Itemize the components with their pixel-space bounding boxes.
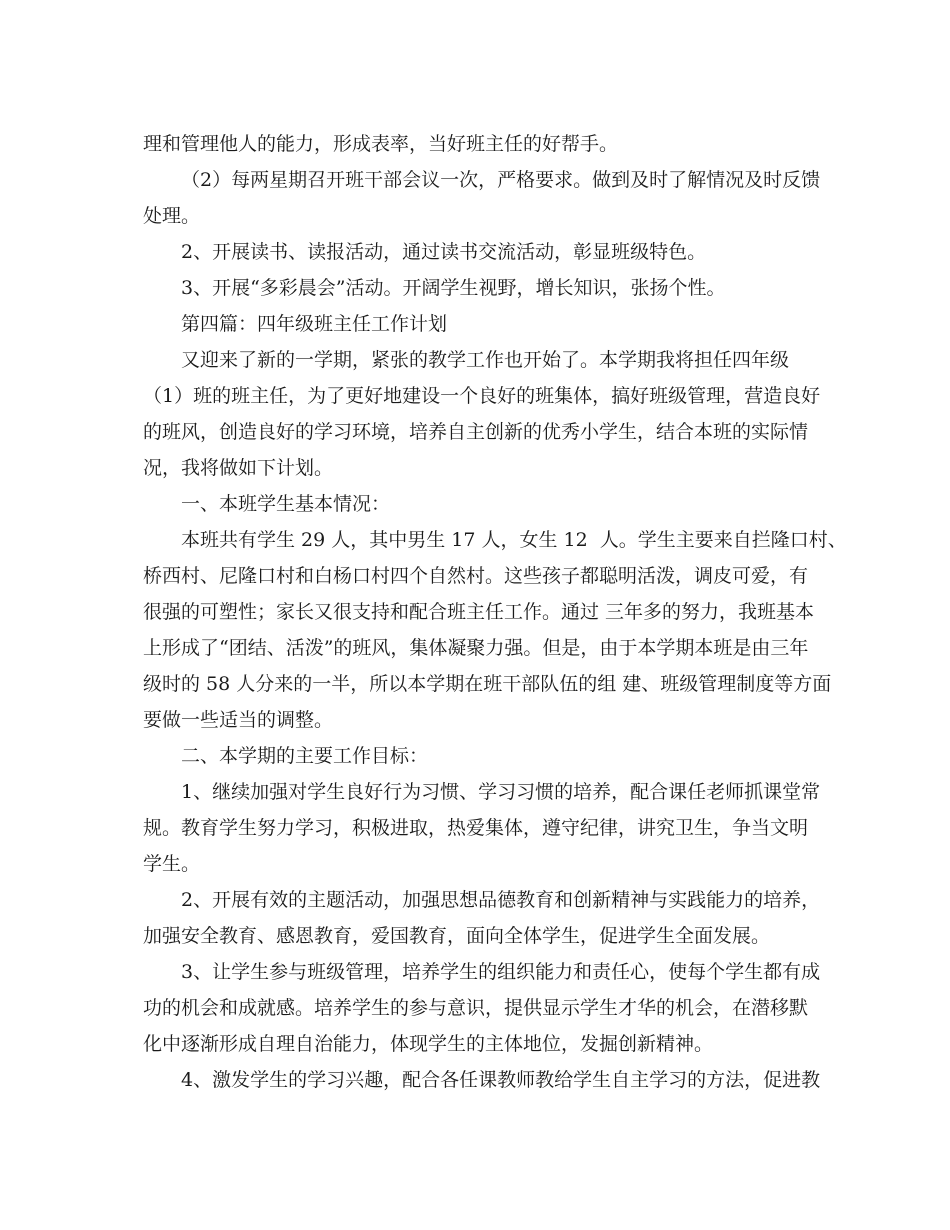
text-line: 的班风，创造良好的学习环境，培养自主创新的优秀小学生，结合本班的实际情: [143, 421, 809, 443]
text-line: 况，我将做如下计划。: [143, 457, 334, 479]
text-line: （2）每两星期召开班干部会议一次，严格要求。做到及时了解情况及时反馈: [181, 169, 821, 191]
text-line: 加强安全教育、感恩教育，爱国教育，面向全体学生，促进学生全面发展。: [143, 925, 771, 947]
text-line: 2、开展有效的主题活动，加强思想品德教育和创新精神与实践能力的培养，: [181, 889, 821, 911]
text-line: 1、继续加强对学生良好行为习惯、学习习惯的培养，配合课任老师抓课堂常: [181, 781, 821, 803]
text-line: （1）班的班主任，为了更好地建设一个良好的班集体，搞好班级管理，营造良好: [143, 385, 821, 407]
text-line: 功的机会和成就感。培养学生的参与意识，提供显示学生才华的机会，在潜移默: [143, 997, 809, 1019]
text-line: 又迎来了新的一学期，紧张的教学工作也开始了。本学期我将担任四年级: [181, 349, 790, 371]
text-line: 2、开展读书、读报活动，通过读书交流活动，彰显班级特色。: [181, 241, 707, 263]
text-line: 4、激发学生的学习兴趣，配合各任课教师教给学生自主学习的方法，促进教: [181, 1069, 821, 1091]
text-line: 级时的 58 人分来的一半，所以本学期在班干部队伍的组 建、班级管理制度等方面: [143, 673, 832, 695]
text-line: 理和管理他人的能力，形成表率，当好班主任的好帮手。: [143, 133, 619, 155]
text-line: 3、让学生参与班级管理，培养学生的组织能力和责任心，使每个学生都有成: [181, 961, 821, 983]
text-line: 要做一些适当的调整。: [143, 709, 334, 731]
text-line: 上形成了“团结、活泼”的班风，集体凝聚力强。但是，由于本学期本班是由三年: [143, 637, 809, 659]
subsection-heading: 一、本班学生基本情况：: [181, 493, 391, 515]
document-body: [143, 126, 847, 1098]
subsection-heading: 二、本学期的主要工作目标：: [181, 745, 429, 767]
text-line: 处理。: [143, 205, 201, 227]
text-line: 很强的可塑性；家长又很支持和配合班主任工作。通过 三年多的努力，我班基本: [143, 601, 815, 623]
section-heading: 第四篇：四年级班主任工作计划: [181, 313, 448, 335]
text-line: 学生。: [143, 853, 201, 875]
text-line: 桥西村、尼隆口村和白杨口村四个自然村。这些孩子都聪明活泼，调皮可爱，有: [143, 565, 809, 587]
text-line: 3、开展“多彩晨会”活动。开阔学生视野，增长知识，张扬个性。: [181, 277, 726, 299]
text-line: 规。教育学生努力学习，积极进取，热爱集体，遵守纪律，讲究卫生，争当文明: [143, 817, 809, 839]
text-line: 本班共有学生 29 人，其中男生 17 人，女生 12 人。学生主要来自拦隆口村、: [181, 529, 847, 551]
text-line: 化中逐渐形成自理自治能力，体现学生的主体地位，发掘创新精神。: [143, 1033, 714, 1055]
